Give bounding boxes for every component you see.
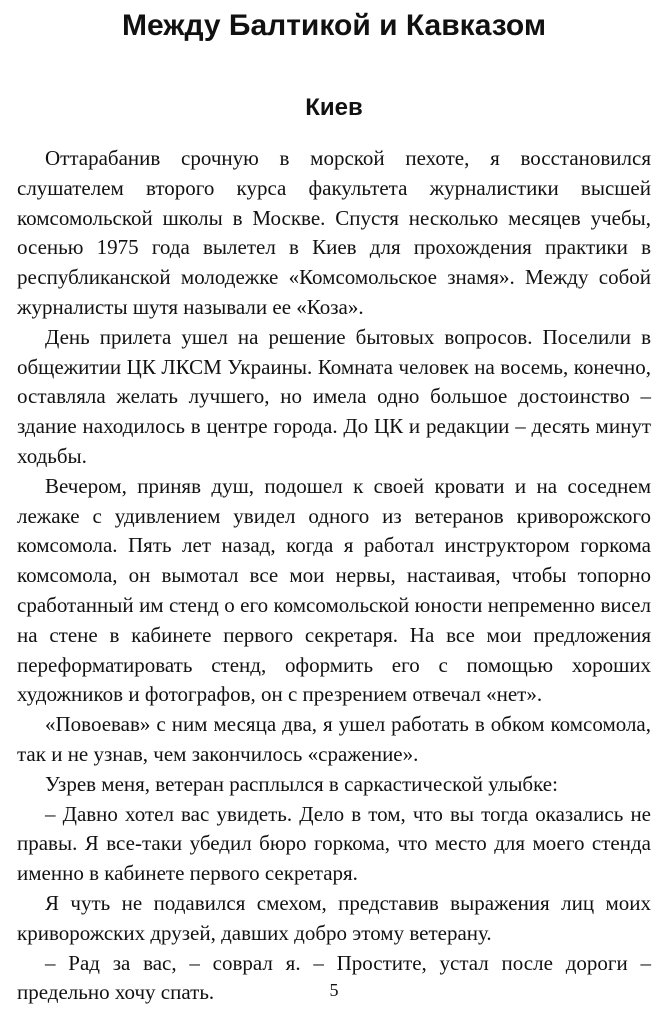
paragraph: – Давно хотел вас увидеть. Дело в том, что вы тогда оказались не правы. Я все-таки убедил бюро горкома, что место для моего стенда именно в кабинете первого секретаря. (17, 801, 651, 886)
chapter-title: Между Балтикой и Кавказом (121, 9, 547, 42)
page-number: 5 (329, 980, 339, 1000)
paragraph: Я чуть не подавился смехом, представив выражения лиц моих криворожских друзей, давших добро этому ветерану. (17, 890, 651, 945)
section-title: Киев (305, 94, 363, 121)
body-text (17, 144, 651, 1008)
paragraph: Узрев меня, ветеран расплылся в саркастической улыбке: (45, 771, 558, 796)
paragraph: «Повоевав» с ним месяца два, я ушел работать в обком комсомола, так и не узнав, чем закончилось «сражение». (17, 712, 651, 766)
paragraph: – Рад за вас, – соврал я. – Простите, устал после дороги – предельно хочу спать. (17, 950, 651, 1005)
paragraph: Оттарабанив срочную в морской пехоте, я восстановился слушателем второго курса факультета журналистики высшей комсомольской школы в Москве. Спустя несколько месяцев учебы, осенью 1975 года вылетел в Киев для прохождения практики в республиканской молодежке «Комсомольское знамя». Между собой журналисты шутя называли ее «Коза». (17, 146, 651, 319)
paragraph: День прилета ушел на решение бытовых вопросов. Поселили в общежитии ЦК ЛКСМ Украины. Комната человек на восемь, конечно, оставляла желать лучшего, но имела одно большое достоинство – здание находилось в центре города. До ЦК и редакции – десять минут ходьбы. (17, 324, 651, 468)
paragraph: Вечером, приняв душ, подошел к своей кровати и на соседнем лежаке с удивлением увидел одного из ветеранов криворожского комсомола. Пять лет назад, когда я работал инструктором горкома комсомола, он вымотал все мои нервы, настаивая, чтобы топорно сработанный им стенд о его комсомольской юности непременно висел на стене в кабинете первого секретаря. На все мои предложения переформатировать стенд, оформить его с помощью хороших художников и фотографов, он с презрением отвечал «нет». (17, 473, 651, 707)
